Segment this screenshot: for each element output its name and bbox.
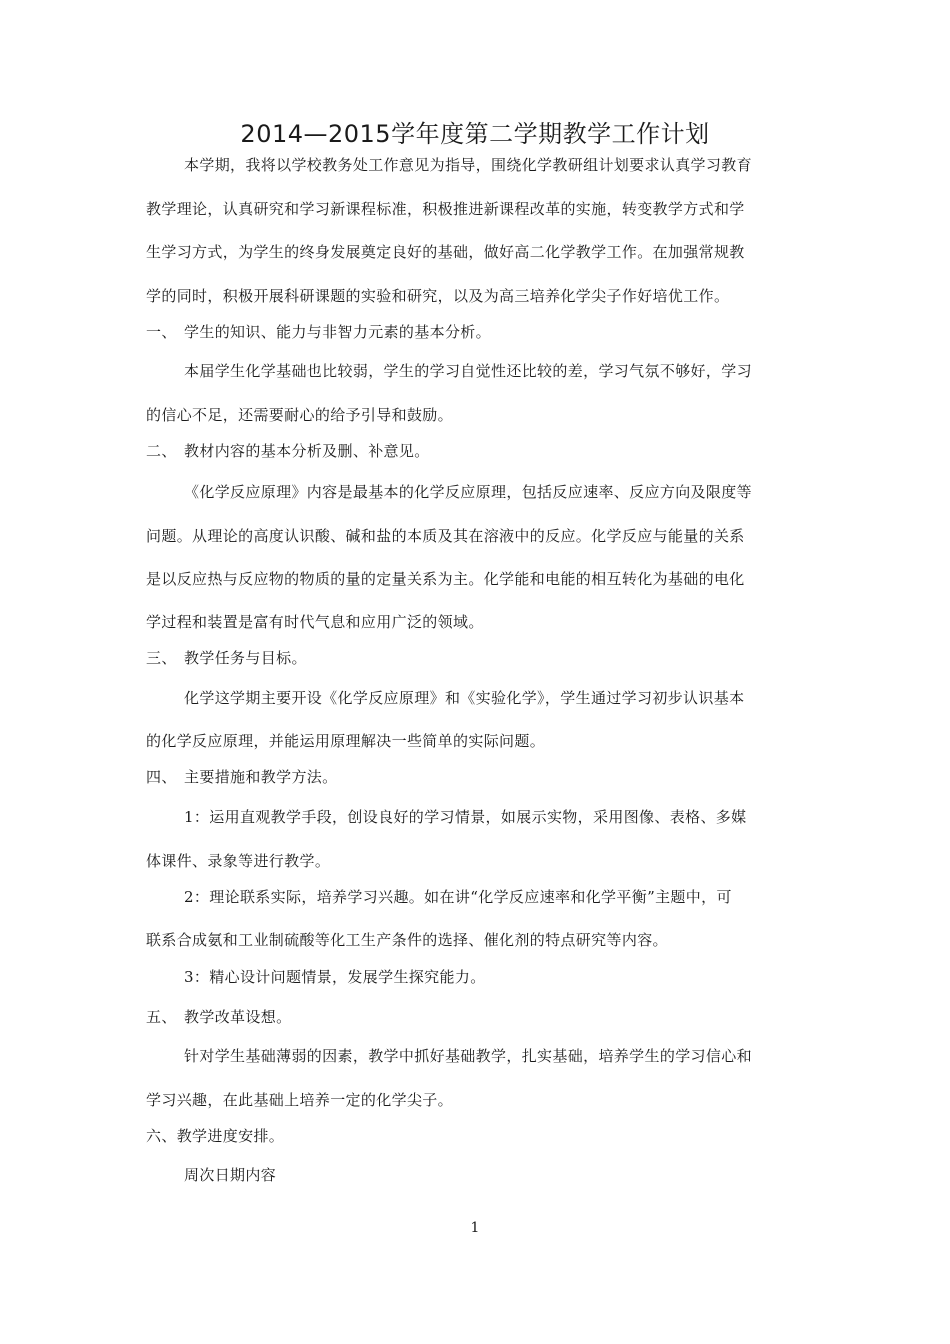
paragraph-line: 2：理论联系实际，培养学习兴趣。如在讲“化学反应速率和化学平衡”主题中，可 <box>184 888 732 906</box>
section-heading-6: 六、教学进度安排。 <box>146 1127 285 1145</box>
section-heading-4 <box>146 766 338 788</box>
section-heading-text: 教学任务与目标。 <box>184 649 307 667</box>
section-heading-text: 教材内容的基本分析及删、补意见。 <box>184 442 430 460</box>
paragraph-line: 化学这学期主要开设《化学反应原理》和《实验化学》，学生通过学习初步认识基本 <box>184 689 745 707</box>
section-heading-text: 主要措施和教学方法。 <box>184 768 338 786</box>
section-number: 四、 <box>146 768 177 786</box>
intro-line: 本学期，我将以学校教务处工作意见为指导，围绕化学教研组计划要求认真学习教育 <box>184 156 752 174</box>
paragraph-line: 学习兴趣，在此基础上培养一定的化学尖子。 <box>146 1091 454 1109</box>
page-number: 1 <box>470 1220 480 1236</box>
section-heading-text: 学生的知识、能力与非智力元素的基本分析。 <box>184 323 492 341</box>
section-heading-text: 教学改革设想。 <box>184 1008 292 1026</box>
paragraph-line: 学过程和装置是富有时代气息和应用广泛的领域。 <box>146 613 484 631</box>
section-number: 二、 <box>146 442 177 460</box>
paragraph-line: 本届学生化学基础也比较弱，学生的学习自觉性还比较的差，学习气氛不够好，学习 <box>184 362 752 380</box>
section-heading-5 <box>146 1006 291 1028</box>
paragraph-line: 1：运用直观教学手段，创设良好的学习情景，如展示实物，采用图像、表格、多媒 <box>184 808 747 826</box>
section-number: 五、 <box>146 1008 177 1026</box>
paragraph-line: 体课件、录象等进行教学。 <box>146 852 331 870</box>
paragraph-line: 《化学反应原理》内容是最基本的化学反应原理，包括反应速率、反应方向及限度等 <box>184 483 752 501</box>
section-number: 三、 <box>146 649 177 667</box>
paragraph-line: 问题。从理论的高度认识酸、碱和盐的本质及其在溶液中的反应。化学反应与能量的关系 <box>146 527 745 545</box>
section-heading-2 <box>146 440 430 462</box>
intro-line: 生学习方式，为学生的终身发展奠定良好的基础，做好高二化学教学工作。在加强常规教 <box>146 243 745 261</box>
paragraph-line: 周次日期内容 <box>184 1166 277 1184</box>
paragraph-line: 3：精心设计问题情景，发展学生探究能力。 <box>184 968 486 986</box>
section-number: 一、 <box>146 323 177 341</box>
section-heading-3 <box>146 647 307 669</box>
paragraph-line: 的信心不足，还需要耐心的给予引导和鼓励。 <box>146 406 454 424</box>
intro-line: 学的同时，积极开展科研课题的实验和研究，以及为高三培养化学尖子作好培优工作。 <box>146 287 730 305</box>
intro-line: 教学理论，认真研究和学习新课程标准，积极推进新课程改革的实施，转变教学方式和学 <box>146 200 745 218</box>
paragraph-line: 针对学生基础薄弱的因素，教学中抓好基础教学，扎实基础，培养学生的学习信心和 <box>184 1047 752 1065</box>
paragraph-line: 是以反应热与反应物的物质的量的定量关系为主。化学能和电能的相互转化为基础的电化 <box>146 570 745 588</box>
paragraph-line: 联系合成氨和工业制硫酸等化工生产条件的选择、催化剂的特点研究等内容。 <box>146 931 668 949</box>
paragraph-line: 的化学反应原理，并能运用原理解决一些简单的实际问题。 <box>146 732 546 750</box>
section-heading-1 <box>146 321 491 343</box>
document-title: 2014—2015学年度第二学期教学工作计划 <box>240 120 710 148</box>
